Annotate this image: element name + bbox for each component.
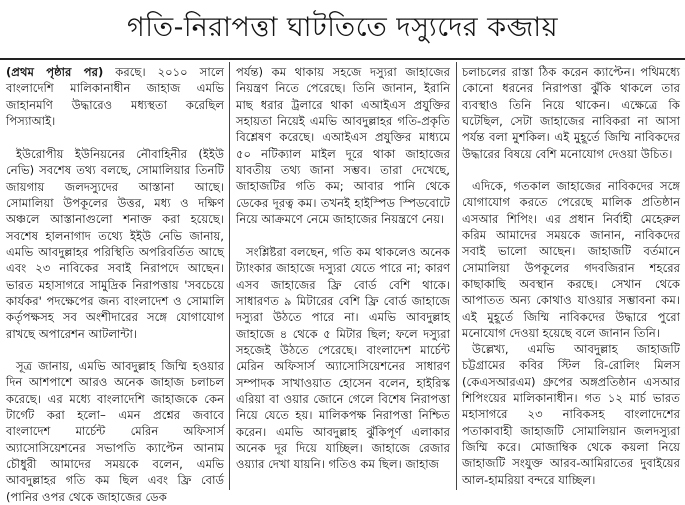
paragraph: সংশ্লিষ্টরা বলছেন, গতি কম থাকলেও অনেক ট্যাংকার জাহাজে দস্যুরা যেতে পারে না; কারণ এসব জাহাজের ফ্রি বোর্ড বেশি থাকে। সাধারণত ৯ মিটারের বেশি ফ্রি বোর্ড জাহাজে দস্যুরা উঠতে পারে না। এমভি আবদুল্লাহ জাহাজে ৪ থেকে ৫ মিটার ছিল; ফলে দস্যুরা সহজেই উঠতে পেরেছে। বাংলাদেশ মার্চেন্ট মেরিন অফিসার্স অ্যাসোসিয়েশনের সাধারণ সম্পাদক সাখাওয়াত হোসেন বলেন, হাইরিস্ক এরিয়া বা ওয়ার জোনে গেলে বিশেষ নিরাপত্তা নিয়ে যেতে হয়। মালিকপক্ষ নিরাপত্তা নিশ্চিত করেন। এমভি আবদুল্লাহ ঝুঁকিপূর্ণ এলাকার অনেক দূর দিয়ে যাচ্ছিল। জাহাজে রেজার ওয়্যার দেখা যায়নি। গতিও কম ছিল। জাহাজ [236, 245, 450, 472]
paragraph-text: করছে। ২০১০ সালে বাংলাদেশি মালিকানাধীন জাহাজ এমভি জাহানমণি উদ্ধারেও মধ্যস্থতা করেছিল পিস্যাআই। [6, 65, 224, 129]
column-1 [6, 64, 224, 504]
column-divider [229, 62, 230, 490]
paragraph: পর্যন্ত) কম থাকায় সহজে দস্যুরা জাহাজের নিয়ন্ত্রণ নিতে পেরেছে। তিনি জানান, ইরানি মাছ ধরার ট্রলারে থাকা এআইএস প্রযুক্তির সহায়তা নিয়েই এমভি আবদুল্লাহর গতি-প্রকৃতি বিশ্লেষণ করেছে। এআইএস প্রযুক্তির মাধ্যমে ৫০ নটিক্যাল মাইল দূরে থাকা জাহাজের যাবতীয় তথ্য জানা সম্ভব। তারা দেখেছে, জাহাজটির গতি কম; আবার পানি থেকে ডেকের দূরত্ব কম। তখনই হাইস্পিড স্পিডবোটে নিয়ে আক্রমণে নেমে জাহাজের নিয়ন্ত্রণে নেয়। [236, 65, 450, 227]
continuation-tag: (প্রথম পৃষ্ঠার পর) [6, 65, 104, 79]
column-divider [456, 62, 457, 490]
paragraph: সূত্র জানায়, এমভি আবদুল্লাহ জিম্মি হওয়ার দিন আশপাশে আরও অনেক জাহাজ চলাচল করেছে। এর মধ্যে বাংলাদেশি জাহাজকে কেন টার্গেট করা হলো– এমন প্রশ্নের জবাবে বাংলাদেশ মার্চেন্ট মেরিন অফিসার্স অ্যাসোসিয়েশনের সভাপতি ক্যাপ্টেন আনাম চৌধুরী আমাদের সময়কে বলেন, এমভি আবদুল্লাহর গতি কম ছিল এবং ফ্রি বোর্ড (পানির ওপর থেকে জাহাজের ডেক [6, 359, 224, 504]
column-2 [236, 64, 450, 489]
paragraph: চলাচলের রাস্তা ঠিক করেন ক্যাপ্টেন। পথিমধ্যে কোনো ধরনের নিরাপত্তা ঝুঁকি থাকলে তার ব্যবস্থাও তিনি নিয়ে থাকেন। এক্ষেত্রে কি ঘটেছিল, সেটা জাহাজের নাবিকরা না আসা পর্যন্ত বলা মুশকিল। এই মুহূর্তে জিম্মি নাবিকদের উদ্ধারের বিষয়ে বেশি মনোযোগ দেওয়া উচিত। [462, 65, 680, 161]
headline: গতি-নিরাপত্তা ঘাটতিতে দস্যুদের কব্জায় [0, 0, 685, 60]
paragraph: উল্লেখ্য, এমভি আবদুল্লাহ জাহাজটি চট্টগ্রামের কবির স্টিল রি-রোলিং মিলস (কেএসআরএম) গ্রুপের অঙ্গপ্রতিষ্ঠান এসআর শিপিংয়ের মালিকানাধীন। গত ১২ মার্চ ভারত মহাসাগরে ২৩ নাবিকসহ বাংলাদেশের পতাকাবাহী জাহাজটি সোমালিয়ান জলদস্যুরা জিম্মি করে। মোজাম্বিক থেকে কয়লা নিয়ে জাহাজটি সংযুক্ত আরব-আমিরাতের দুবাইয়ের আল-হামরিয়া বন্দরে যাচ্ছিল। [462, 342, 680, 487]
paragraph: ইউরোপীয় ইউনিয়নের নৌবাহিনীর (ইইউ নেভি) সবশেষ তথ্য বলছে, সোমালিয়ার তিনটি জায়গায় জলদস্যুদের আস্তানা আছে। সোমালিয়া উপকূলের উত্তর, মধ্য ও দক্ষিণ অঞ্চলে আস্তানাগুলো শনাক্ত করা হয়েছে। সবশেষ হালনাগাদ তথ্যে ইইউ নেভি জানায়, এমভি আবদুল্লাহর পরিস্থিতি অপরিবর্তিত আছে এবং ২৩ নাবিকের সবাই নিরাপদে আছেন। ভারত মহাসাগরে সামুদ্রিক নিরাপত্তায় 'সবচেয়ে কার্যকর' পদক্ষেপের জন্য বাংলাদেশ ও সোমালি কর্তৃপক্ষসহ সব অংশীদারের সঙ্গে যোগাযোগ রাখছে অপারেশন আটলান্টা। [6, 147, 224, 341]
paragraph: এদিকে, গতকাল জাহাজের নাবিকদের সঙ্গে যোগাযোগ করতে পেরেছে মালিক প্রতিষ্ঠান এসআর শিপিং। এর প্রধান নির্বাহী মেহেরুল করিম আমাদের সময়কে জানান, নাবিকদের সবাই ভালো আছেন। জাহাজটি বর্তমানে সোমালিয়া উপকূলের গদবজিরান শহরের কাছাকাছি অবস্থান করছে। সেখান থেকে আপাতত অন্য কোথাও যাওয়ার সম্ভাবনা কম। এই মুহূর্তে জিম্মি নাবিকদের উদ্ধারে পুরো মনোযোগ দেওয়া হয়েছে বলে জানান তিনি। [462, 179, 680, 341]
column-3 [462, 64, 680, 489]
paragraph [6, 64, 224, 146]
